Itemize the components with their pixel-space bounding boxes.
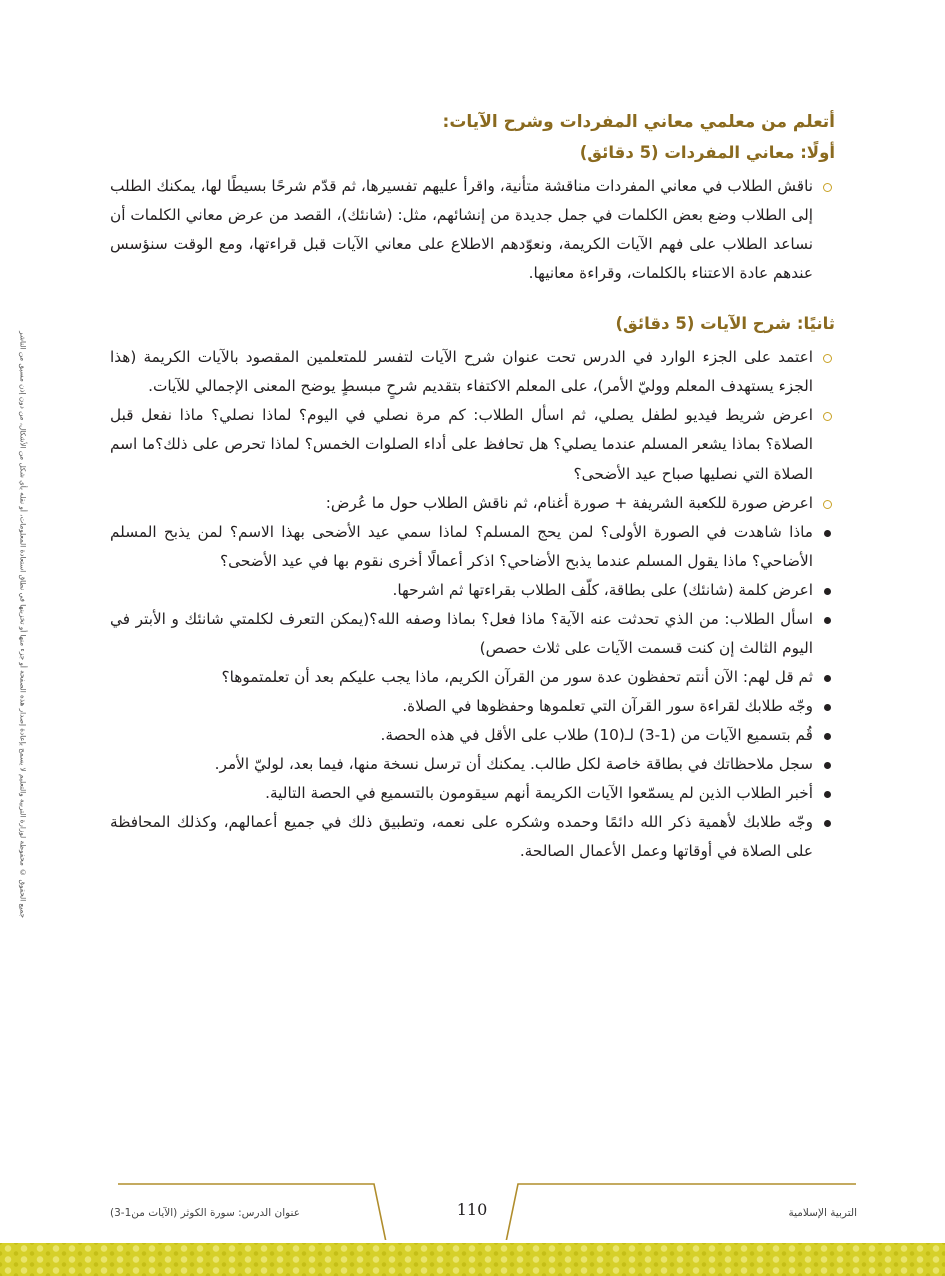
list-item: وجّه طلابك لأهمية ذكر الله دائمًا وحمده وشكره على نعمه، وتطبيق ذلك في جميع أعمالهم، وكذلك المحافظة على الصلاة في أوقاتها وعمل الأعمال الصالحة. (110, 808, 835, 866)
circle-bullet-icon (823, 412, 832, 421)
dot-bullet-icon (824, 704, 831, 711)
circle-bullet-icon (823, 354, 832, 363)
circle-bullet-icon (823, 500, 832, 509)
page-heading: أتعلم من معلمي معاني المفردات وشرح الآيات: (442, 112, 835, 132)
dot-bullet-icon (824, 530, 831, 537)
lesson-title: عنوان الدرس: سورة الكوثر (الآيات من1-3) (110, 1207, 300, 1219)
lesson-content (110, 112, 835, 866)
list-item: قُم بتسميع الآيات من (1-3) لـ(10) طلاب على الأقل في هذه الحصة. (110, 721, 835, 750)
list-item: سجل ملاحظاتك في بطاقة خاصة لكل طالب. يمكنك أن ترسل نسخة منها، فيما بعد، لوليّ الأمر. (110, 750, 835, 779)
list-item: اعرض كلمة (شانئك) على بطاقة، كلّف الطلاب بقراءتها ثم اشرحها. (110, 576, 835, 605)
dot-bullet-icon (824, 675, 831, 682)
dot-bullet-icon (824, 617, 831, 624)
copyright-text: جميع الحقوق © محفوظة لوزارة التربية والتعليم لا يسمح بإعادة إصدار هذه الصفحة أو جزء منها أو تخزينها في نطاق استعادة المعلومات، أو نقله بأي شكل من الأشكال، من دون إذن مسبق من الناشر (18, 331, 28, 919)
list-item: أخبر الطلاب الذين لم يسمّعوا الآيات الكريمة أنهم سيقومون بالتسميع في الحصة التالية. (110, 779, 835, 808)
subject-name: التربية الإسلامية (788, 1207, 857, 1219)
list-item: اعرض شريط فيديو لطفل يصلي، ثم اسأل الطلاب: كم مرة نصلي في اليوم؟ لماذا نصلي؟ ماذا نفعل قبل الصلاة؟ بماذا يشعر المسلم عندما يصلي؟ هل تحافظ على أداء الصلوات الخمس؟ لماذا تحرص على ذلك؟ما اسم الصلاة التي نصليها صباح عيد الأضحى؟ (110, 401, 835, 488)
section1-title: أولًا: معاني المفردات (5 دقائق) (579, 143, 835, 162)
dot-bullet-icon (824, 820, 831, 827)
page-number: 110 (456, 1200, 488, 1219)
list-item: ناقش الطلاب في معاني المفردات مناقشة متأنية، واقرأ عليهم تفسيرها، ثم قدّم شرحًا بسيطًا لها، يمكنك الطلب إلى الطلاب وضع بعض الكلمات في جمل جديدة من إنشائهم، مثل: (شانئك)، القصد من عرض معاني الكلمات أن نساعد الطلاب على فهم الآيات الكريمة، ونعوّدهم الاطلاع على معاني الآيات قبل قراءتها، ومع الوقت سنؤسس عندهم عادة الاعتناء بالكلمات، وقراءة معانيها. (110, 172, 835, 288)
dot-bullet-icon (824, 791, 831, 798)
dot-bullet-icon (824, 588, 831, 595)
dot-bullet-icon (824, 762, 831, 769)
copyright-note (8, 230, 38, 1020)
list-item: ثم قل لهم: الآن أنتم تحفظون عدة سور من القرآن الكريم، ماذا يجب عليكم بعد أن تعلمتموها؟ (110, 663, 835, 692)
section2-title: ثانيًا: شرح الآيات (5 دقائق) (615, 314, 835, 334)
section2-list (110, 343, 835, 517)
list-item: ماذا شاهدت في الصورة الأولى؟ لمن يحج المسلم؟ لماذا سمي عيد الأضحى بهذا الاسم؟ لمن يذبح المسلم الأضاحي؟ ماذا يقول المسلم عندما يذبح الأضاحي؟ اذكر أعمالًا أخرى نقوم بها في عيد الأضحى؟ (110, 518, 835, 576)
discussion-bullets (110, 518, 835, 867)
list-item: اعتمد على الجزء الوارد في الدرس تحت عنوان شرح الآيات لتفسر للمتعلمين المقصود بالآيات الكريمة (هذا الجزء يستهدف المعلم ووليّ الأمر)، على المعلم الاكتفاء بتقديم شرحٍ مبسطٍ يوضح المعنى الإجمالي للآيات. (110, 343, 835, 401)
dot-bullet-icon (824, 733, 831, 740)
list-item: اعرض صورة للكعبة الشريفة + صورة أغنام، ثم ناقش الطلاب حول ما عُرض: (110, 489, 835, 518)
footer-frame (0, 1150, 945, 1240)
list-item: وجّه طلابك لقراءة سور القرآن التي تعلموها وحفظوها في الصلاة. (110, 692, 835, 721)
decorative-band (0, 1243, 945, 1276)
section1-list (110, 172, 835, 288)
list-item: اسأل الطلاب: من الذي تحدثت عنه الآية؟ ماذا فعل؟ بماذا وصفه الله؟(يمكن التعرف لكلمتي شانئك و الأبتر في اليوم الثالث إن كنت قسمت الآيات على ثلاث حصص) (110, 605, 835, 663)
circle-bullet-icon (823, 183, 832, 192)
